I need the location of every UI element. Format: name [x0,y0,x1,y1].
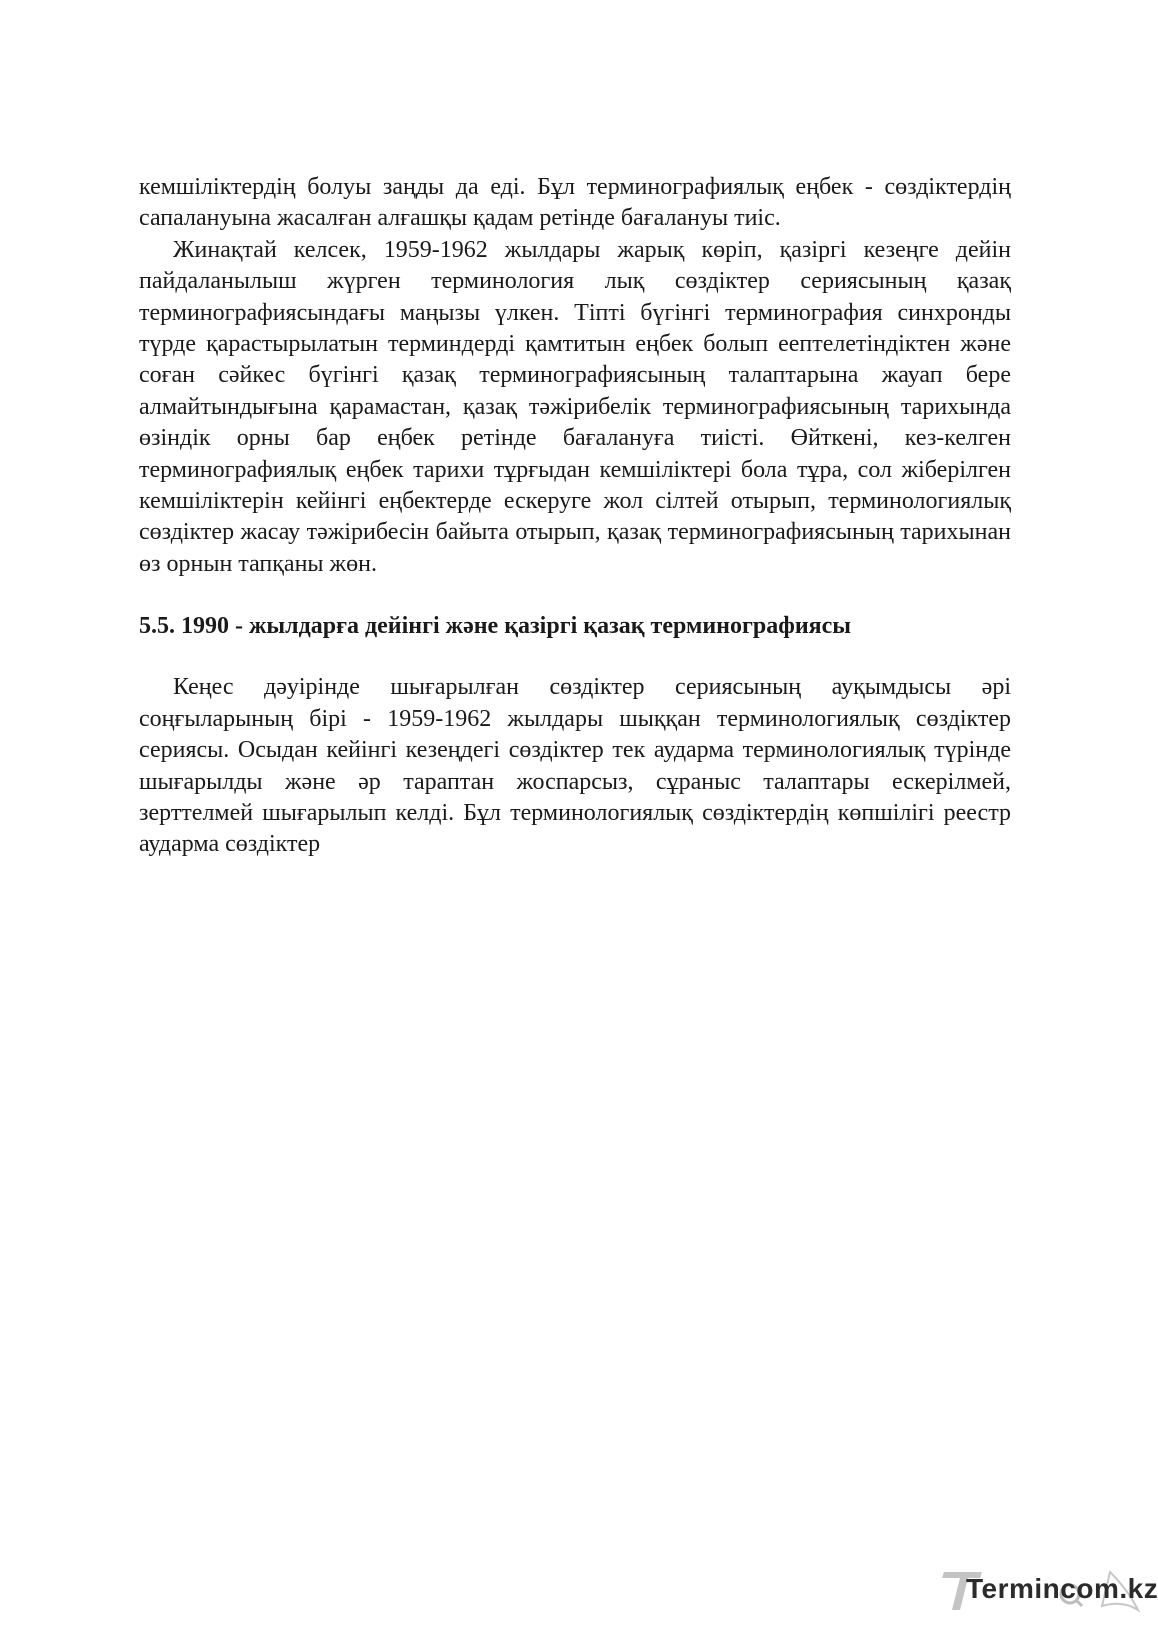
paragraph-3: Кеңес дәуірінде шығарылған сөздіктер сериясының ауқымдысы әрі соңғыларының бірі - 1959-1962 жылдары шыққан терминологиялық сөздіктер сериясы. Осыдан кейінгі кезеңдегі сөздіктер тек аударма терминологиялық түрінде шығарылды және әр тараптан жоспарсыз, сұраныс талаптары ескерілмей, зерттелмей шығарылып келді. Бұл терминологиялық сөздіктердің көпшілігі реестр аударма сөздіктер [139,674,1011,858]
section-heading: 5.5. 1990 - жылдарға дейінгі және қазіргі қазақ терминографиясы [139,613,852,640]
termincom-logo [942,1566,1158,1614]
logo-text: Termincom.kz [966,1573,1158,1604]
document-page [139,172,1011,861]
paragraph-2: Жинақтай келсек, 1959-1962 жылдары жарық көріп, қазіргі кезеңге дейін пайдаланылыш жүрген терминология лық сөздіктер сериясының қазақ терминографиясындағы маңызы үлкен. Тіпті бүгінгі терминография синхронды түрде қарастырылатын терминдерді қамтитын еңбек болып еептелетіндіктен және соған сәйкес бүгінгі қазақ терминографиясының талаптарына жауап бере алмайтындығына қарамастан, қазақ тәжірибелік терминографиясының тарихында өзіндік орны бар еңбек ретінде бағалануға тиісті. Өйткені, кез-келген терминографиялық еңбек тарихи тұрғыдан кемшіліктері бола тұра, сол жіберілген кемшіліктерін кейінгі еңбектерде ескеруге жол сілтей отырып, терминологиялық сөздіктер жасау тәжірибесін байыта отырып, қазақ терминографиясының тарихынан өз орнын тапқаны жөн. [139,236,1011,577]
paragraph-1: кемшіліктердің болуы заңды да еді. Бұл терминографиялық еңбек - сөздіктердің сапалануына жасалған алғашқы қадам ретінде бағалануы тиіс. [139,174,1011,232]
